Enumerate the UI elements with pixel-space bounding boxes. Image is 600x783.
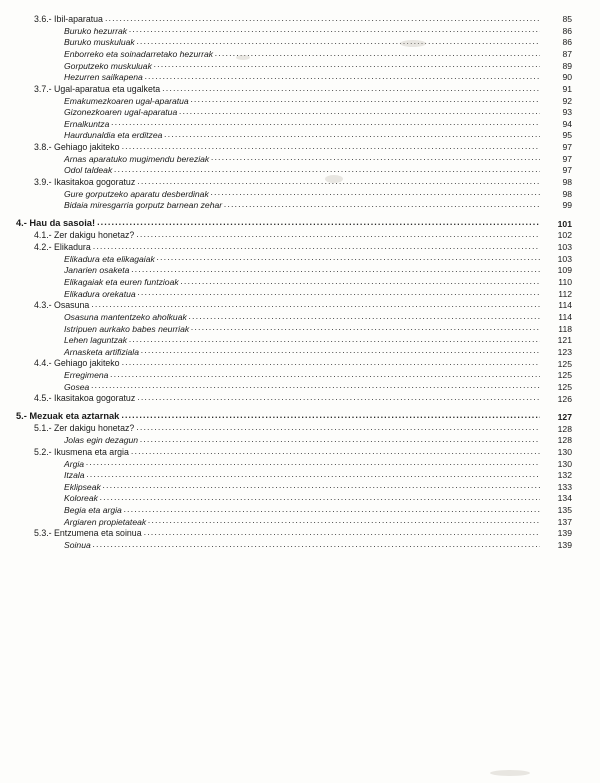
toc-entry-page: 114 <box>558 311 572 322</box>
toc-entry[interactable] <box>16 85 572 94</box>
toc-entry-label: 4.- Hau da sasoia! <box>16 217 96 228</box>
toc-entry[interactable] <box>16 436 572 445</box>
toc-entry-page: 128 <box>557 423 572 434</box>
toc-entry-label: 5.3.- Entzumena eta soinua <box>34 528 142 539</box>
toc-entry-page: 97 <box>562 153 572 164</box>
toc-entry-page: 123 <box>557 346 572 357</box>
toc-leader-dots <box>124 506 540 515</box>
toc-entry[interactable] <box>16 38 572 47</box>
toc-entry-page: 94 <box>562 118 572 129</box>
toc-entry[interactable] <box>16 108 572 117</box>
toc-entry-page: 128 <box>557 435 572 446</box>
toc-entry[interactable] <box>16 15 572 24</box>
toc-entry-label: 5.1.- Zer dakigu honetaz? <box>34 423 135 434</box>
toc-leader-dots <box>154 62 540 71</box>
toc-leader-dots <box>122 143 540 152</box>
toc-entry-page: 103 <box>557 253 572 264</box>
toc-entry[interactable] <box>16 471 572 480</box>
toc-entry[interactable] <box>16 394 572 403</box>
toc-entry-page: 86 <box>562 37 572 48</box>
toc-entry[interactable] <box>16 266 572 275</box>
toc-entry-page: 109 <box>557 265 572 276</box>
toc-entry[interactable] <box>16 278 572 287</box>
toc-entry-label: Argia <box>64 458 85 469</box>
toc-entry-page: 87 <box>562 48 572 59</box>
toc-leader-dots <box>121 412 540 421</box>
toc-entry-page: 130 <box>557 458 572 469</box>
toc-entry-page: 99 <box>562 200 572 211</box>
toc-entry-page: 110 <box>558 276 572 287</box>
toc-entry[interactable] <box>16 219 572 228</box>
toc-leader-dots <box>141 348 540 357</box>
toc-entry-label: Begia eta argia <box>64 504 122 515</box>
toc-entry-label: Haurdunaldia eta erditzea <box>64 130 163 141</box>
toc-entry[interactable] <box>16 166 572 175</box>
toc-entry-page: 133 <box>557 481 572 492</box>
toc-entry-label: Emakumezkoaren ugal-aparatua <box>64 95 189 106</box>
toc-entry-page: 103 <box>557 242 572 253</box>
toc-leader-dots <box>157 255 540 264</box>
toc-entry-label: Buruko muskuluak <box>64 37 135 48</box>
toc-leader-dots <box>191 97 540 106</box>
toc-entry-label: Gorputzeko muskuluak <box>64 60 152 71</box>
toc-entry-page: 114 <box>558 300 572 311</box>
toc-entry-label: 5.2.- Ikusmena eta argia <box>34 446 129 457</box>
toc-entry[interactable] <box>16 541 572 550</box>
toc-entry-page: 139 <box>557 539 572 550</box>
toc-leader-dots <box>136 231 540 240</box>
toc-entry[interactable] <box>16 178 572 187</box>
toc-leader-dots <box>131 266 540 275</box>
toc-leader-dots <box>131 448 540 457</box>
toc-entry[interactable] <box>16 62 572 71</box>
toc-leader-dots <box>137 394 540 403</box>
scan-artifact <box>490 770 530 776</box>
toc-entry-label: Bidaia miresgarria gorputz barnean zehar <box>64 200 223 211</box>
toc-entry-label: Eklipseak <box>64 481 101 492</box>
toc-leader-dots <box>145 73 540 82</box>
toc-entry[interactable] <box>16 190 572 199</box>
toc-entry-label: Erregimena <box>64 370 109 381</box>
toc-leader-dots <box>137 38 540 47</box>
toc-entry[interactable] <box>16 529 572 538</box>
toc-entry-label: Gizonezkoaren ugal-aparatua <box>64 107 178 118</box>
toc-entry[interactable] <box>16 325 572 334</box>
toc-entry[interactable] <box>16 255 572 264</box>
toc-leader-dots <box>136 424 540 433</box>
toc-leader-dots <box>86 460 540 469</box>
toc-entry-label: Elikagaiak eta euren funtzioak <box>64 276 179 287</box>
toc-leader-dots <box>100 494 540 503</box>
toc-leader-dots <box>148 518 540 527</box>
toc-leader-dots <box>164 131 540 140</box>
toc-entry-page: 112 <box>558 288 572 299</box>
toc-entry-page: 125 <box>557 381 572 392</box>
toc-leader-dots <box>122 359 540 368</box>
toc-entry-label: Ernalkuntza <box>64 118 110 129</box>
toc-entry[interactable] <box>16 424 572 433</box>
toc-entry-page: 121 <box>557 335 572 346</box>
toc-entry-label: Hezurren sailkapena <box>64 72 143 83</box>
toc-entry-page: 86 <box>562 25 572 36</box>
toc-entry-label: Lehen laguntzak <box>64 335 128 346</box>
toc-leader-dots <box>162 85 540 94</box>
toc-entry-label: Osasuna mantentzeko aholkuak <box>64 311 187 322</box>
toc-entry-label: 3.7.- Ugal-aparatua eta ugalketa <box>34 83 161 94</box>
toc-entry-label: Enborreko eta soinadarretako hezurrak <box>64 48 214 59</box>
toc-entry-label: Jolas egin dezagun <box>64 435 139 446</box>
toc-entry[interactable] <box>16 201 572 210</box>
toc-entry-page: 97 <box>562 142 572 153</box>
toc-entry[interactable] <box>16 336 572 345</box>
toc-entry[interactable] <box>16 50 572 59</box>
toc-entry-page: 93 <box>562 107 572 118</box>
toc-entry-page: 125 <box>557 370 572 381</box>
toc-leader-dots <box>97 219 540 228</box>
toc-entry-page: 132 <box>557 470 572 481</box>
toc-leader-dots <box>91 301 540 310</box>
toc-entry-page: 101 <box>557 218 572 229</box>
toc-entry-page: 98 <box>562 177 572 188</box>
toc-entry[interactable] <box>16 155 572 164</box>
toc-leader-dots <box>224 201 540 210</box>
toc-leader-dots <box>211 190 540 199</box>
toc-entry-label: 3.6.- Ibil-aparatua <box>34 14 103 24</box>
toc-entry[interactable] <box>16 494 572 503</box>
toc-entry-label: Koloreak <box>64 493 98 504</box>
toc-entry-label: Argiaren propietateak <box>64 516 147 527</box>
toc-entry-label: Arnas aparatuko mugimendu bereziak <box>64 153 210 164</box>
toc-leader-dots <box>87 471 540 480</box>
toc-leader-dots <box>93 541 540 550</box>
toc-entry-label: Arnasketa artifiziala <box>64 346 139 357</box>
toc-entry-label: 4.3.- Osasuna <box>34 300 90 311</box>
toc-leader-dots <box>138 290 540 299</box>
toc-entry[interactable] <box>16 483 572 492</box>
toc-leader-dots <box>93 243 540 252</box>
toc-entry-label: Elikadura eta elikagaiak <box>64 253 155 264</box>
toc-entry[interactable] <box>16 348 572 357</box>
toc-entry[interactable] <box>16 243 572 252</box>
toc-entry-page: 85 <box>562 14 572 25</box>
toc-entry[interactable] <box>16 97 572 106</box>
table-of-contents <box>0 12 600 552</box>
toc-entry[interactable] <box>16 301 572 310</box>
toc-entry-label: Itzala <box>64 470 85 481</box>
toc-entry[interactable] <box>16 131 572 140</box>
toc-entry-page: 118 <box>558 323 572 334</box>
toc-entry[interactable] <box>16 143 572 152</box>
toc-entry-label: Istripuen aurkako babes neurriak <box>64 323 190 334</box>
toc-leader-dots <box>179 108 540 117</box>
toc-entry-page: 125 <box>557 358 572 369</box>
toc-entry-page: 92 <box>562 95 572 106</box>
toc-entry[interactable] <box>16 73 572 82</box>
toc-entry-label: 5.- Mezuak eta aztarnak <box>16 411 120 422</box>
toc-entry-page: 139 <box>557 528 572 539</box>
toc-leader-dots <box>137 178 540 187</box>
toc-entry-page: 90 <box>562 72 572 83</box>
toc-entry-page: 134 <box>557 493 572 504</box>
toc-entry-page: 91 <box>562 83 572 94</box>
toc-entry[interactable] <box>16 448 572 457</box>
toc-entry-page: 97 <box>562 165 572 176</box>
toc-entry-label: 4.1.- Zer dakigu honetaz? <box>34 230 135 241</box>
toc-entry[interactable] <box>16 506 572 515</box>
toc-entry-label: Gure gorputzeko aparatu desberdinak <box>64 188 209 199</box>
toc-entry-label: 3.9.- Ikasitakoa gogoratuz <box>34 176 136 187</box>
toc-leader-dots <box>91 383 540 392</box>
toc-entry[interactable] <box>16 460 572 469</box>
toc-leader-dots <box>129 27 540 36</box>
toc-entry-page: 95 <box>562 130 572 141</box>
toc-leader-dots <box>111 120 540 129</box>
toc-leader-dots <box>144 529 540 538</box>
toc-entry-label: 4.5.- Ikasitakoa gogoratuz <box>34 393 136 404</box>
toc-leader-dots <box>110 371 540 380</box>
toc-entry[interactable] <box>16 412 572 421</box>
toc-entry[interactable] <box>16 359 572 368</box>
toc-leader-dots <box>211 155 540 164</box>
toc-entry[interactable] <box>16 371 572 380</box>
toc-entry-label: Gosea <box>64 381 90 392</box>
toc-entry-page: 102 <box>557 230 572 241</box>
toc-entry-label: Buruko hezurrak <box>64 25 128 36</box>
toc-leader-dots <box>129 336 540 345</box>
toc-entry-label: 4.4.- Gehiago jakiteko <box>34 358 120 369</box>
toc-leader-dots <box>105 15 540 24</box>
toc-leader-dots <box>181 278 540 287</box>
toc-entry[interactable] <box>16 313 572 322</box>
toc-entry-page: 135 <box>557 504 572 515</box>
toc-entry-label: 3.8.- Gehiago jakiteko <box>34 141 120 152</box>
toc-leader-dots <box>189 313 540 322</box>
toc-entry[interactable] <box>16 290 572 299</box>
toc-entry-page: 127 <box>557 411 572 422</box>
toc-entry[interactable] <box>16 231 572 240</box>
toc-entry[interactable] <box>16 383 572 392</box>
toc-entry-page: 137 <box>557 516 572 527</box>
toc-leader-dots <box>140 436 540 445</box>
toc-entry-page: 130 <box>557 447 572 458</box>
toc-entry-page: 126 <box>557 393 572 404</box>
toc-entry[interactable] <box>16 518 572 527</box>
toc-entry-page: 98 <box>562 188 572 199</box>
toc-entry-label: Odol taldeak <box>64 165 113 176</box>
toc-leader-dots <box>114 166 540 175</box>
toc-entry-label: Soinua <box>64 539 91 550</box>
toc-leader-dots <box>103 483 540 492</box>
toc-entry[interactable] <box>16 120 572 129</box>
toc-entry-label: 4.2.- Elikadura <box>34 242 91 252</box>
toc-leader-dots <box>215 50 540 59</box>
toc-entry[interactable] <box>16 27 572 36</box>
toc-entry-label: Janarien osaketa <box>64 265 130 276</box>
toc-entry-label: Elikadura orekatua <box>64 288 136 299</box>
toc-entry-page: 89 <box>562 60 572 71</box>
toc-leader-dots <box>191 325 540 334</box>
